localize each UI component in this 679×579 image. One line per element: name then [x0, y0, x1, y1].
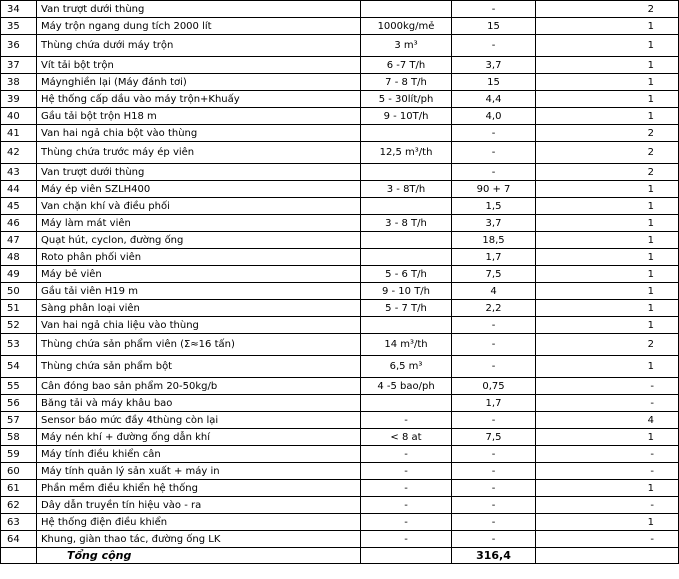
row-number: 40 [1, 108, 37, 125]
row-number: 47 [1, 232, 37, 249]
row-quantity: 2 [536, 125, 679, 142]
row-name: Gầu tải viên H19 m [37, 283, 361, 300]
row-power: 7,5 [452, 266, 536, 283]
row-capacity [361, 125, 452, 142]
row-power: 4,4 [452, 91, 536, 108]
row-capacity [361, 249, 452, 266]
row-name: Roto phân phối viên [37, 249, 361, 266]
row-quantity: - [536, 531, 679, 548]
row-capacity: - [361, 412, 452, 429]
row-power: 4 [452, 283, 536, 300]
row-quantity: 1 [536, 300, 679, 317]
row-number: 35 [1, 18, 37, 35]
row-name: Máy ép viên SZLH400 [37, 181, 361, 198]
row-name: Gầu tải bột trộn H18 m [37, 108, 361, 125]
row-number: 36 [1, 35, 37, 57]
row-power: 1,7 [452, 249, 536, 266]
row-quantity: 1 [536, 480, 679, 497]
row-number: 53 [1, 334, 37, 356]
row-power: - [452, 125, 536, 142]
total-qty-cell [536, 548, 679, 564]
row-quantity: - [536, 446, 679, 463]
row-name: Hệ thống điện điều khiển [37, 514, 361, 531]
row-capacity: 6,5 m³ [361, 356, 452, 378]
row-name: Khung, giàn thao tác, đường ống LK [37, 531, 361, 548]
row-quantity: 1 [536, 249, 679, 266]
row-number: 58 [1, 429, 37, 446]
table-row [1, 142, 679, 164]
row-number: 34 [1, 1, 37, 18]
table-row [1, 334, 679, 356]
row-name: Thùng chứa sản phẩm viên (Σ≈16 tấn) [37, 334, 361, 356]
row-name: Máynghiền lại (Máy đánh tơi) [37, 74, 361, 91]
row-number: 61 [1, 480, 37, 497]
row-capacity: 5 - 30lít/ph [361, 91, 452, 108]
row-power: 7,5 [452, 429, 536, 446]
row-power: - [452, 35, 536, 57]
row-name: Vít tải bột trộn [37, 57, 361, 74]
row-capacity: - [361, 497, 452, 514]
table-row [1, 266, 679, 283]
row-capacity: 1000kg/mẻ [361, 18, 452, 35]
row-quantity: 1 [536, 57, 679, 74]
row-capacity: 4 -5 bao/ph [361, 378, 452, 395]
row-number: 63 [1, 514, 37, 531]
row-capacity [361, 164, 452, 181]
row-number: 56 [1, 395, 37, 412]
row-quantity: 1 [536, 232, 679, 249]
row-number: 46 [1, 215, 37, 232]
row-name: Van hai ngả chia bột vào thùng [37, 125, 361, 142]
table-row [1, 446, 679, 463]
row-name: Quạt hút, cyclon, đường ống [37, 232, 361, 249]
table-row [1, 125, 679, 142]
row-capacity [361, 198, 452, 215]
table-row [1, 35, 679, 57]
row-name: Máy bẻ viên [37, 266, 361, 283]
table-row [1, 480, 679, 497]
row-capacity: - [361, 446, 452, 463]
row-power: 3,7 [452, 215, 536, 232]
table-row [1, 429, 679, 446]
row-number: 60 [1, 463, 37, 480]
row-quantity: 1 [536, 18, 679, 35]
table-row [1, 514, 679, 531]
row-number: 59 [1, 446, 37, 463]
row-capacity: - [361, 463, 452, 480]
row-capacity: 6 -7 T/h [361, 57, 452, 74]
row-power: - [452, 1, 536, 18]
row-number: 39 [1, 91, 37, 108]
row-quantity: 1 [536, 108, 679, 125]
row-capacity: 5 - 6 T/h [361, 266, 452, 283]
row-quantity: 1 [536, 215, 679, 232]
row-quantity: 1 [536, 35, 679, 57]
row-name: Van chặn khí và điều phối [37, 198, 361, 215]
row-number: 51 [1, 300, 37, 317]
row-power: 4,0 [452, 108, 536, 125]
total-row [1, 548, 679, 564]
row-power: 2,2 [452, 300, 536, 317]
row-number: 42 [1, 142, 37, 164]
table-row [1, 18, 679, 35]
table-row [1, 1, 679, 18]
row-power: 1,7 [452, 395, 536, 412]
row-quantity: 1 [536, 198, 679, 215]
row-quantity: 2 [536, 1, 679, 18]
row-quantity: 2 [536, 142, 679, 164]
row-quantity: 1 [536, 429, 679, 446]
row-quantity: 1 [536, 74, 679, 91]
row-capacity: 3 m³ [361, 35, 452, 57]
row-capacity: 12,5 m³/th [361, 142, 452, 164]
row-number: 44 [1, 181, 37, 198]
row-number: 64 [1, 531, 37, 548]
row-quantity: 1 [536, 283, 679, 300]
row-capacity [361, 232, 452, 249]
row-power: - [452, 412, 536, 429]
row-number: 43 [1, 164, 37, 181]
row-name: Hệ thống cấp dầu vào máy trộn+Khuấy [37, 91, 361, 108]
table-row [1, 108, 679, 125]
total-power: 316,4 [452, 548, 536, 564]
row-power: - [452, 164, 536, 181]
row-quantity: 1 [536, 356, 679, 378]
row-power: 15 [452, 74, 536, 91]
table-row [1, 164, 679, 181]
row-power: - [452, 446, 536, 463]
row-capacity: 5 - 7 T/h [361, 300, 452, 317]
row-capacity: 3 - 8T/h [361, 181, 452, 198]
row-capacity: 14 m³/th [361, 334, 452, 356]
row-name: Phần mềm điều khiển hệ thống [37, 480, 361, 497]
row-name: Máy nén khí + đường ống dẫn khí [37, 429, 361, 446]
row-capacity: 7 - 8 T/h [361, 74, 452, 91]
row-number: 50 [1, 283, 37, 300]
row-quantity: 4 [536, 412, 679, 429]
row-capacity: < 8 at [361, 429, 452, 446]
row-number: 48 [1, 249, 37, 266]
table-row [1, 283, 679, 300]
row-power: 15 [452, 18, 536, 35]
row-number: 37 [1, 57, 37, 74]
row-capacity: 9 - 10 T/h [361, 283, 452, 300]
row-number: 49 [1, 266, 37, 283]
row-name: Van trượt dưới thùng [37, 164, 361, 181]
row-name: Thùng chứa sản phẩm bột [37, 356, 361, 378]
table-row [1, 531, 679, 548]
total-no-cell [1, 548, 37, 564]
table-row [1, 412, 679, 429]
row-name: Van hai ngả chia liệu vào thùng [37, 317, 361, 334]
row-name: Cân đóng bao sản phẩm 20-50kg/b [37, 378, 361, 395]
row-name: Dây dẫn truyền tín hiệu vào - ra [37, 497, 361, 514]
row-quantity: - [536, 378, 679, 395]
row-name: Băng tải và máy khâu bao [37, 395, 361, 412]
row-quantity: - [536, 395, 679, 412]
equipment-table-body [1, 1, 679, 564]
row-name: Thùng chứa dưới máy trộn [37, 35, 361, 57]
row-capacity [361, 1, 452, 18]
row-quantity: - [536, 463, 679, 480]
row-name: Máy tính điều khiển cân [37, 446, 361, 463]
row-name: Máy làm mát viên [37, 215, 361, 232]
table-row [1, 378, 679, 395]
row-quantity: 2 [536, 164, 679, 181]
row-name: Sensor báo mức đầy 4thùng còn lại [37, 412, 361, 429]
row-power: - [452, 463, 536, 480]
row-number: 57 [1, 412, 37, 429]
table-row [1, 232, 679, 249]
row-power: - [452, 356, 536, 378]
row-number: 52 [1, 317, 37, 334]
row-power: - [452, 142, 536, 164]
total-capacity-cell [361, 548, 452, 564]
row-number: 41 [1, 125, 37, 142]
table-row [1, 198, 679, 215]
row-capacity: - [361, 480, 452, 497]
row-power: 90 + 7 [452, 181, 536, 198]
row-number: 55 [1, 378, 37, 395]
table-row [1, 395, 679, 412]
row-power: - [452, 497, 536, 514]
table-row [1, 300, 679, 317]
table-row [1, 356, 679, 378]
row-capacity [361, 395, 452, 412]
row-name: Máy tính quản lý sản xuất + máy in [37, 463, 361, 480]
row-capacity: - [361, 514, 452, 531]
table-row [1, 497, 679, 514]
row-power: - [452, 480, 536, 497]
row-capacity [361, 317, 452, 334]
row-number: 54 [1, 356, 37, 378]
row-name: Van trượt dưới thùng [37, 1, 361, 18]
row-power: 18,5 [452, 232, 536, 249]
row-quantity: 1 [536, 181, 679, 198]
row-power: - [452, 317, 536, 334]
row-name: Thùng chứa trước máy ép viên [37, 142, 361, 164]
row-power: 3,7 [452, 57, 536, 74]
row-capacity: 3 - 8 T/h [361, 215, 452, 232]
table-row [1, 74, 679, 91]
row-power: 0,75 [452, 378, 536, 395]
row-quantity: 2 [536, 334, 679, 356]
table-row [1, 249, 679, 266]
row-quantity: 1 [536, 317, 679, 334]
row-quantity: 1 [536, 514, 679, 531]
row-number: 62 [1, 497, 37, 514]
row-power: - [452, 531, 536, 548]
row-capacity: - [361, 531, 452, 548]
row-capacity: 9 - 10T/h [361, 108, 452, 125]
table-row [1, 91, 679, 108]
table-row [1, 215, 679, 232]
table-row [1, 181, 679, 198]
row-power: 1,5 [452, 198, 536, 215]
total-label: Tổng cộng [37, 548, 361, 564]
row-power: - [452, 334, 536, 356]
row-quantity: - [536, 497, 679, 514]
row-quantity: 1 [536, 266, 679, 283]
table-row [1, 57, 679, 74]
row-name: Sàng phân loại viên [37, 300, 361, 317]
row-number: 38 [1, 74, 37, 91]
row-number: 45 [1, 198, 37, 215]
table-row [1, 463, 679, 480]
row-power: - [452, 514, 536, 531]
table-row [1, 317, 679, 334]
row-name: Máy trộn ngang dung tích 2000 lít [37, 18, 361, 35]
row-quantity: 1 [536, 91, 679, 108]
